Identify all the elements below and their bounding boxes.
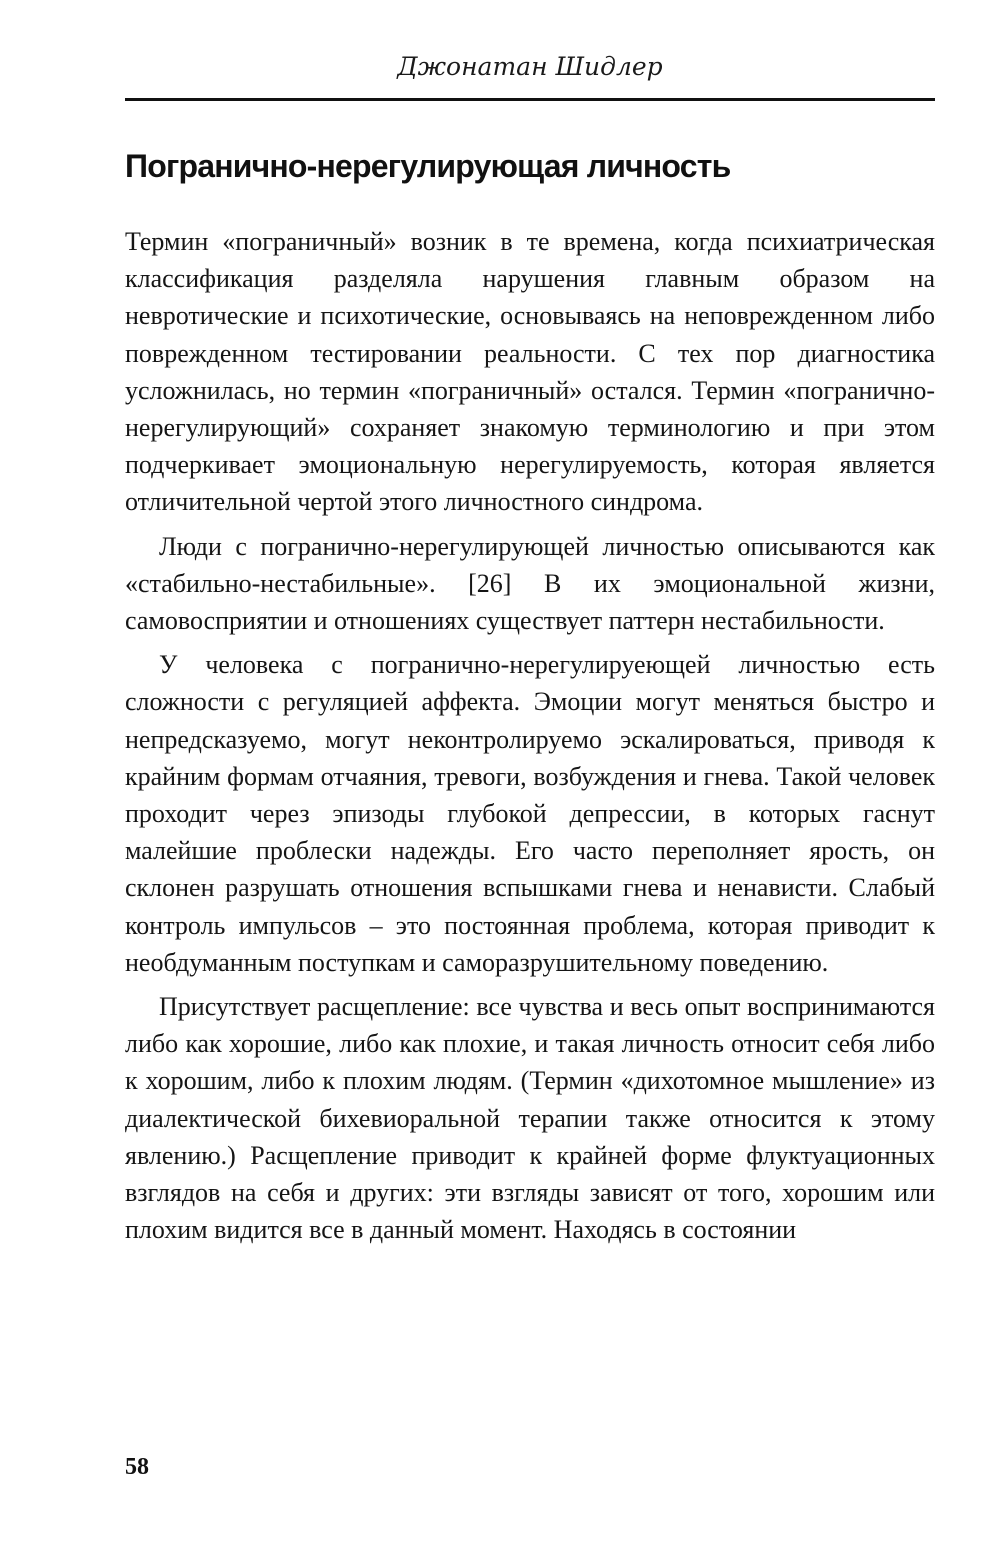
paragraph-3: У человека с погранично-нерегулируеющей личностью есть сложности с регуляцией аффекта. Эмоции могут меняться быстро и непредсказуемо, могут неконтролируемо эскалироваться, приводя к крайним формам отчаяния, тревоги, возбуждения и гнева. Такой человек проходит через эпизоды глубокой депрессии, в которых гаснут малейшие проблески надежды. Его часто переполняет ярость, он склонен разрушать отношения вспышками гнева и ненависти. Слабый контроль импульсов – это постоянная проблема, которая приводит к необдуманным поступкам и саморазрушительному поведению.	[125, 650, 935, 977]
body-text	[125, 223, 935, 1255]
paragraph-1: Термин «пограничный» возник в те времена, когда психиатрическая классификация разделяла нарушения главным образом на невротические и психотические, основываясь на неповрежденном либо поврежденном тестировании реальности. С тех пор диагностика усложнилась, но термин «пограничный» остался. Термин «погранично-нерегулирующий» сохраняет знакомую терминологию и при этом подчеркивает эмоциональную нерегулируемость, которая является отличительной чертой этого личностного синдрома.	[125, 227, 935, 517]
running-head-author: Джонатан Шидлер	[397, 52, 663, 81]
section-title: Погранично-нерегулирующая личность	[125, 148, 731, 184]
header-rule	[125, 98, 935, 101]
paragraph-2: Люди с погранично-нерегулирующей личностью описываются как «стабильно-нестабильные». [26] В их эмоциональной жизни, самовосприятии и отношениях существует паттерн нестабильности.	[125, 531, 935, 636]
page-number: 58	[125, 1454, 149, 1480]
paragraph-4: Присутствует расщепление: все чувства и весь опыт воспринимаются либо как хорошие, либо как плохие, и такая личность относит себя либо к хорошим, либо к плохим людям. (Термин «дихотомное мышление» из диалектической бихевиоральной терапии также относится к этому явлению.) Расщепление приводит к крайней форме флуктуационных взглядов на себя и других: эти взгляды зависят от того, хорошим или плохим видится все в данный момент. Находясь в состоянии	[125, 992, 935, 1245]
